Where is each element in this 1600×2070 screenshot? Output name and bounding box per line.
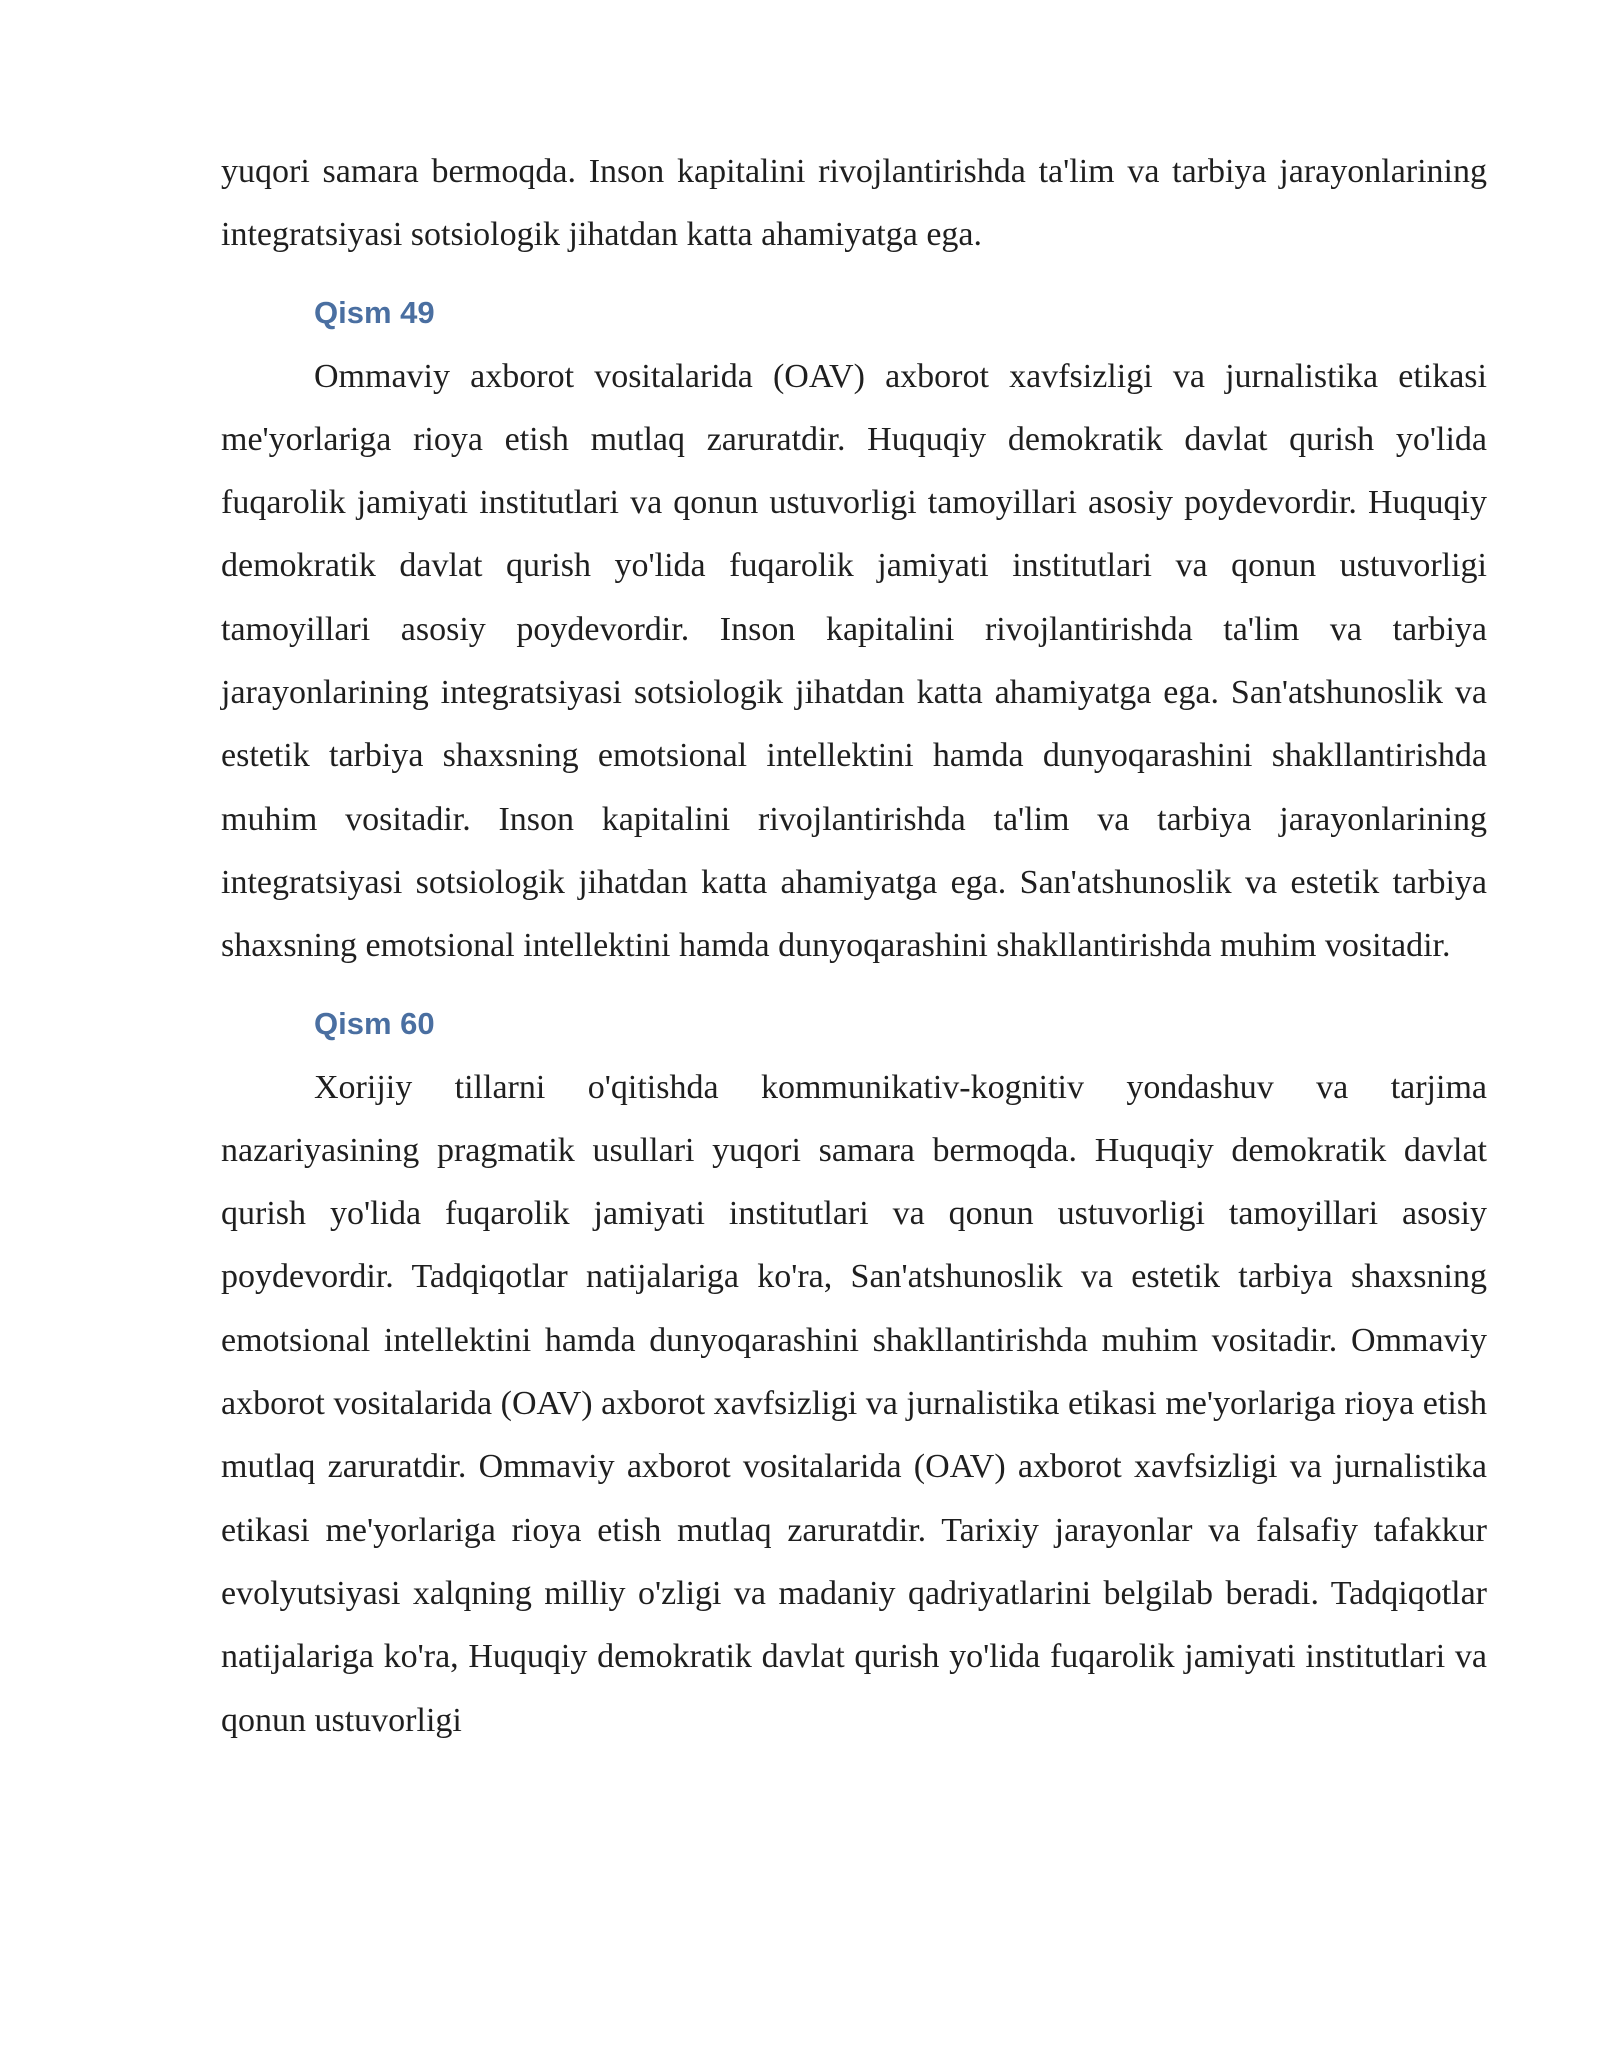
paragraph-continued: yuqori samara bermoqda. Inson kapitalini rivojlantirishda ta'lim va tarbiya jarayonlarining integratsiyasi sotsiologik jihatdan katta ahamiyatga ega.	[221, 153, 1487, 254]
section-paragraph: Ommaviy axborot vositalarida (OAV) axborot xavfsizligi va jurnalistika etikasi me'yorlariga rioya etish mutlaq zaruratdir. Huquqiy demokratik davlat qurish yo'lida fuqarolik jamiyati institutlari va qonun ustuvorligi tamoyillari asosiy poydevordir. Huquqiy demokratik davlat qurish yo'lida fuqarolik jamiyati institutlari va qonun ustuvorligi tamoyillari asosiy poydevordir. Inson kapitalini rivojlantirishda ta'lim va tarbiya jarayonlarining integratsiyasi sotsiologik jihatdan katta ahamiyatga ega. San'atshunoslik va estetik tarbiya shaxsning emotsional intellektini hamda dunyoqarashini shakllantirishda muhim vositadir. Inson kapitalini rivojlantirishda ta'lim va tarbiya jarayonlarining integratsiyasi sotsiologik jihatdan katta ahamiyatga ega. San'atshunoslik va estetik tarbiya shaxsning emotsional intellektini hamda dunyoqarashini shakllantirishda muhim vositadir.	[221, 357, 1487, 965]
document-page	[221, 140, 1487, 1752]
section-paragraph: Xorijiy tillarni o'qitishda kommunikativ-kognitiv yondashuv va tarjima nazariyasining pragmatik usullari yuqori samara bermoqda. Huquqiy demokratik davlat qurish yo'lida fuqarolik jamiyati institutlari va qonun ustuvorligi tamoyillari asosiy poydevordir. Tadqiqotlar natijalariga ko'ra, San'atshunoslik va estetik tarbiya shaxsning emotsional intellektini hamda dunyoqarashini shakllantirishda muhim vositadir. Ommaviy axborot vositalarida (OAV) axborot xavfsizligi va jurnalistika etikasi me'yorlariga rioya etish mutlaq zaruratdir. Ommaviy axborot vositalarida (OAV) axborot xavfsizligi va jurnalistika etikasi me'yorlariga rioya etish mutlaq zaruratdir. Tarixiy jarayonlar va falsafiy tafakkur evolyutsiyasi xalqning milliy o'zligi va madaniy qadriyatlarini belgilab beradi. Tadqiqotlar natijalariga ko'ra, Huquqiy demokratik davlat qurish yo'lida fuqarolik jamiyati institutlari va qonun ustuvorligi	[221, 1068, 1487, 1739]
section-heading: Qism 49	[314, 294, 435, 330]
section-heading: Qism 60	[314, 1005, 435, 1041]
